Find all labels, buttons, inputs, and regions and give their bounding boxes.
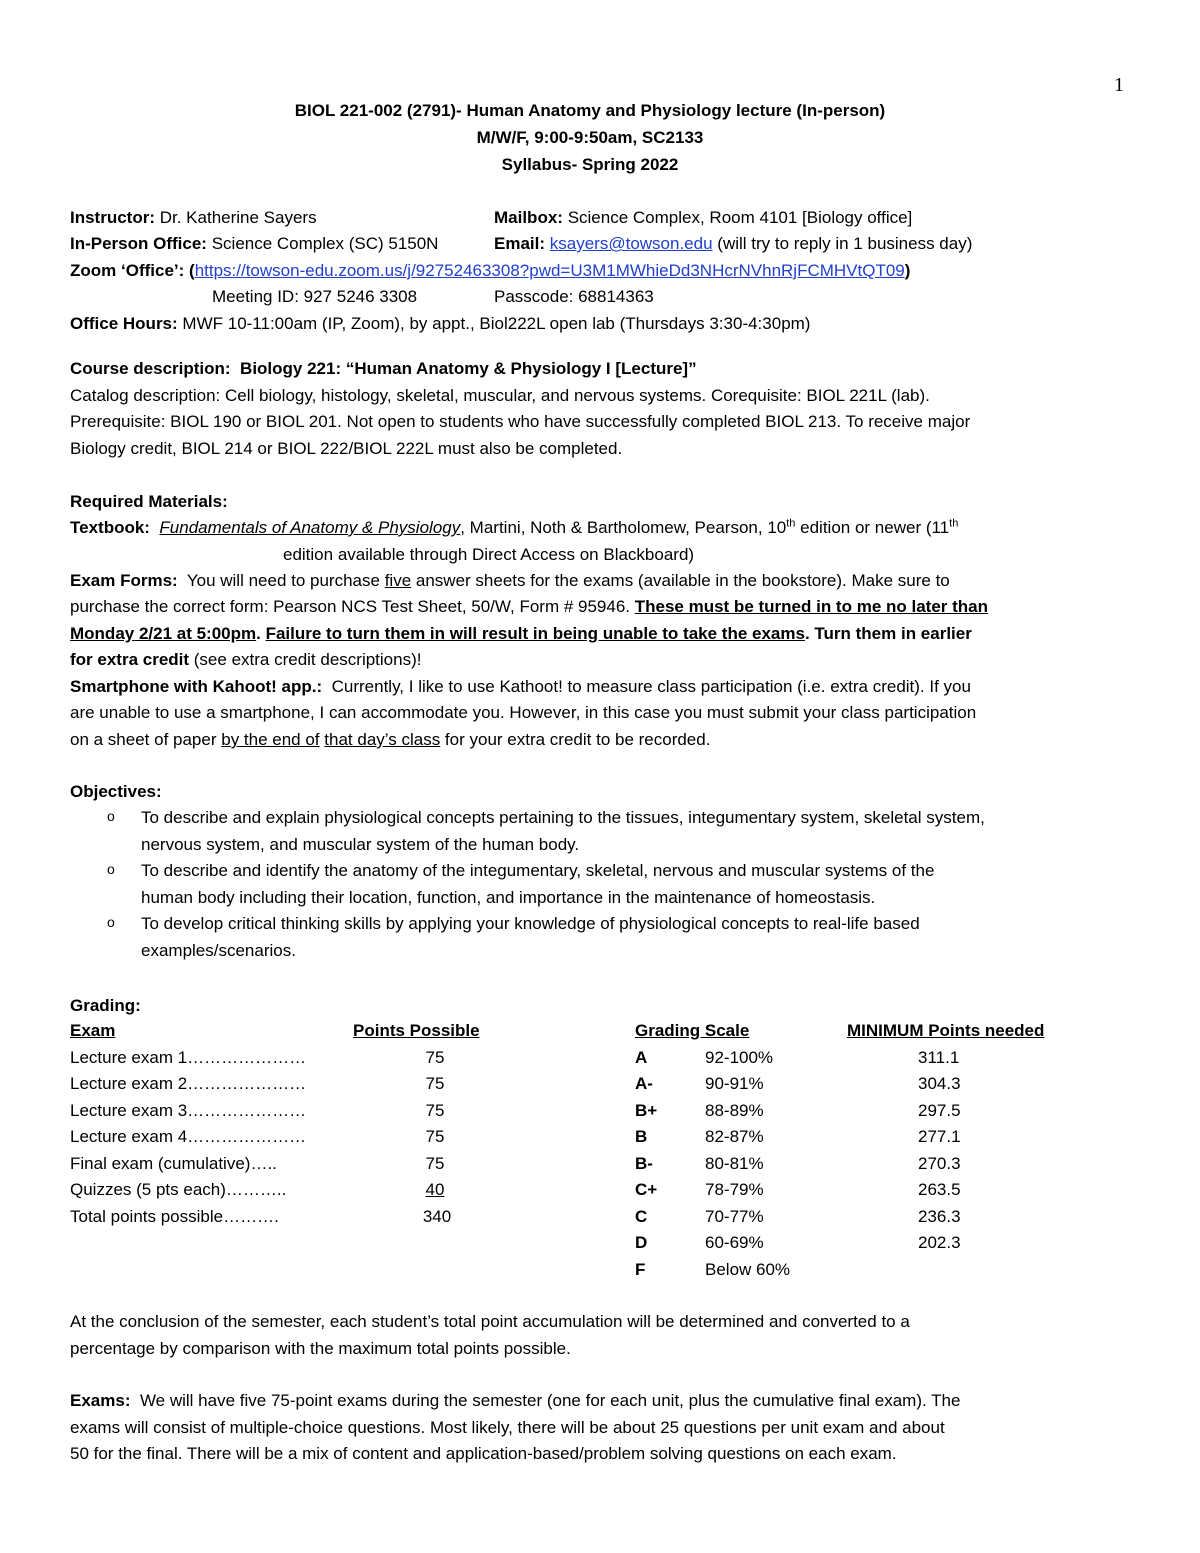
required-materials-heading: Required Materials:	[70, 492, 228, 511]
smartphone-text: on a sheet of paper	[70, 730, 222, 749]
grade-letter: B-	[635, 1154, 653, 1173]
email-line	[494, 231, 972, 257]
conclusion-line-1: At the conclusion of the semester, each student’s total point accumulation will be determined and converted to a	[70, 1312, 910, 1331]
zoom-open-paren: (	[189, 261, 195, 280]
smartphone-line-3	[70, 727, 710, 753]
exam-name: Lecture exam 2…………………	[70, 1074, 307, 1093]
exams-line-2: exams will consist of multiple-choice questions. Most likely, there will be about 25 questions per unit exam and about	[70, 1418, 945, 1437]
grading-row	[0, 1257, 1200, 1283]
exam-points: 40	[425, 1180, 445, 1199]
exam-forms-text: .	[256, 624, 266, 643]
exams-line-1	[70, 1388, 960, 1414]
conclusion-line-2: percentage by comparison with the maximum total points possible.	[70, 1339, 571, 1358]
grading-row	[0, 1230, 1200, 1256]
col-exam-header: Exam	[70, 1021, 116, 1040]
email-note: (will try to reply in 1 business day)	[717, 234, 973, 253]
objective-bullet: o	[107, 808, 115, 824]
grade-min-points: 277.1	[918, 1127, 961, 1146]
exam-name: Lecture exam 3…………………	[70, 1101, 307, 1120]
grade-min-points: 202.3	[918, 1233, 961, 1252]
grade-range: 92-100%	[705, 1048, 774, 1067]
smartphone-deadline: that day’s class	[324, 730, 441, 749]
objective-text: examples/scenarios.	[141, 940, 296, 960]
grading-row	[0, 1204, 1200, 1230]
smartphone-line-1	[70, 674, 971, 700]
grade-range: 90-91%	[705, 1074, 764, 1093]
grade-min-points: 297.5	[918, 1101, 961, 1120]
grade-range: 60-69%	[705, 1233, 764, 1252]
exam-points: 75	[425, 1101, 445, 1120]
textbook-title: Fundamentals of Anatomy & Physiology	[159, 518, 461, 537]
smartphone-label: Smartphone with Kahoot! app.:	[70, 677, 323, 696]
meeting-id: Meeting ID: 927 5246 3308	[212, 287, 418, 306]
exam-name: Total points possible……….	[70, 1207, 279, 1226]
exam-forms-text: (see extra credit descriptions)!	[189, 650, 422, 669]
exam-forms-line-1	[70, 568, 950, 594]
course-schedule: M/W/F, 9:00-9:50am, SC2133	[476, 128, 704, 147]
exam-name: Quizzes (5 pts each)………..	[70, 1180, 287, 1199]
textbook-sup-2: th	[949, 517, 959, 530]
textbook-sup-1: th	[786, 517, 796, 530]
textbook-availability: edition available through Direct Access on Blackboard)	[283, 545, 695, 564]
major-credit-text: Biology credit, BIOL 214 or BIOL 222/BIOL 222L must also be completed.	[70, 439, 623, 458]
syllabus-term: Syllabus- Spring 2022	[501, 155, 679, 174]
exam-forms-line-3	[70, 621, 972, 647]
objective-text: human body including their location, function, and importance in the maintenance of homeostasis.	[141, 887, 876, 907]
grade-letter: B	[635, 1127, 648, 1146]
page-number: 1	[1114, 74, 1124, 96]
exam-points: 75	[425, 1154, 445, 1173]
exam-forms-text: . Turn them in earlier	[804, 624, 972, 643]
exam-forms-deadline: These must be turned in to me no later than	[634, 597, 988, 616]
course-description-title: Biology 221: “Human Anatomy & Physiology I [Lecture]”	[240, 359, 697, 378]
grade-letter: B+	[635, 1101, 658, 1120]
textbook-edition: edition or newer (11	[795, 518, 950, 537]
zoom-close-paren: )	[904, 261, 911, 280]
grade-min-points: 304.3	[918, 1074, 961, 1093]
grading-heading: Grading:	[70, 996, 141, 1015]
objective-text: To describe and identify the anatomy of the integumentary, skeletal, nervous and muscular systems of the	[141, 861, 935, 880]
grade-letter: C+	[635, 1180, 658, 1199]
grade-letter: D	[635, 1233, 648, 1252]
mailbox-line	[494, 205, 912, 231]
course-title: BIOL 221-002 (2791)- Human Anatomy and Physiology lecture (In-person)	[294, 101, 886, 120]
objectives-heading: Objectives:	[70, 782, 162, 801]
office-line	[70, 231, 438, 257]
grade-min-points: 270.3	[918, 1154, 961, 1173]
grade-letter: A	[635, 1048, 648, 1067]
exam-forms-line-4	[70, 647, 421, 673]
exams-text: We will have five 75-point exams during the semester (one for each unit, plus the cumulative final exam). The	[139, 1391, 961, 1410]
objective-item	[141, 858, 1131, 911]
exam-forms-warning: Failure to turn them in will result in being unable to take the exams	[265, 624, 805, 643]
grade-letter: A-	[635, 1074, 653, 1093]
smartphone-line-2: are unable to use a smartphone, I can accommodate you. However, in this case you must submit your class participation	[70, 703, 977, 722]
zoom-link[interactable]: https://towson-edu.zoom.us/j/92752463308?pwd=U3M1MWhieDd3NHcrNVhnRjFCMHVtQT09	[194, 261, 905, 280]
grade-range: 82-87%	[705, 1127, 764, 1146]
grade-range: 80-81%	[705, 1154, 764, 1173]
objective-bullet: o	[107, 861, 115, 877]
instructor-label: Instructor:	[70, 208, 155, 227]
grade-letter: C	[635, 1207, 648, 1226]
grade-min-points: 236.3	[918, 1207, 961, 1226]
office-label: In-Person Office:	[70, 234, 207, 253]
grade-range: Below 60%	[705, 1260, 791, 1279]
grade-min-points: 311.1	[918, 1048, 960, 1067]
grade-letter: F	[635, 1260, 646, 1279]
exam-forms-date: Monday 2/21 at 5:00pm	[70, 624, 257, 643]
col-scale-header: Grading Scale	[635, 1021, 750, 1040]
exam-forms-text: You will need to purchase	[186, 571, 385, 590]
prerequisite-text: Prerequisite: BIOL 190 or BIOL 201. Not open to students who have successfully completed BIOL 213. To receive major	[70, 412, 971, 431]
instructor-name: Dr. Katherine Sayers	[159, 208, 317, 227]
exam-points: 75	[425, 1074, 445, 1093]
objective-item	[141, 805, 1131, 858]
office-value: Science Complex (SC) 5150N	[211, 234, 439, 253]
textbook-authors: , Martini, Noth & Bartholomew, Pearson, 10	[460, 518, 787, 537]
objective-text: To develop critical thinking skills by applying your knowledge of physiological concepts to real-life based	[141, 914, 920, 933]
objective-bullet: o	[107, 914, 115, 930]
grading-row	[0, 1124, 1200, 1150]
objective-text: To describe and explain physiological concepts pertaining to the tissues, integumentary system, skeletal system,	[141, 808, 985, 827]
grading-row	[0, 1071, 1200, 1097]
textbook-line	[70, 515, 958, 541]
email-link[interactable]: ksayers@towson.edu	[549, 234, 713, 253]
zoom-line	[70, 258, 910, 284]
office-hours-label: Office Hours:	[70, 314, 178, 333]
mailbox-value: Science Complex, Room 4101 [Biology office]	[567, 208, 913, 227]
col-points-header: Points Possible	[353, 1021, 480, 1040]
exam-name: Lecture exam 1…………………	[70, 1048, 307, 1067]
exams-line-3: 50 for the final. There will be a mix of content and application-based/problem solving questions on each exam.	[70, 1444, 897, 1463]
grading-row	[0, 1098, 1200, 1124]
exam-name: Final exam (cumulative)…..	[70, 1154, 277, 1173]
office-hours-value: MWF 10-11:00am (IP, Zoom), by appt., Biol222L open lab (Thursdays 3:30-4:30pm)	[182, 314, 811, 333]
mailbox-label: Mailbox:	[494, 208, 563, 227]
exams-label: Exams:	[70, 1391, 131, 1410]
grading-row	[0, 1045, 1200, 1071]
exam-name: Lecture exam 4…………………	[70, 1127, 307, 1146]
objective-text: nervous system, and muscular system of the human body.	[141, 834, 580, 854]
exam-forms-five: five	[384, 571, 412, 590]
grading-header-row	[0, 1018, 1200, 1044]
grading-row	[0, 1177, 1200, 1203]
grade-range: 70-77%	[705, 1207, 764, 1226]
grade-range: 78-79%	[705, 1180, 764, 1199]
smartphone-text: Currently, I like to use Kathoot! to measure class participation (i.e. extra credit). If you	[331, 677, 971, 696]
grade-min-points: 263.5	[918, 1180, 961, 1199]
exam-points: 340	[422, 1207, 452, 1226]
grade-range: 88-89%	[705, 1101, 764, 1120]
passcode: Passcode: 68814363	[494, 287, 654, 306]
email-label: Email:	[494, 234, 546, 253]
smartphone-text: for your extra credit to be recorded.	[440, 730, 711, 749]
course-description-label: Course description:	[70, 359, 231, 378]
zoom-label: Zoom ‘Office’:	[70, 261, 185, 280]
exam-points: 75	[425, 1127, 445, 1146]
office-hours-line	[70, 311, 810, 337]
extra-credit-note: for extra credit	[70, 650, 190, 669]
exam-forms-line-2	[70, 594, 988, 620]
exam-forms-label: Exam Forms:	[70, 571, 178, 590]
exam-forms-text: purchase the correct form: Pearson NCS Test Sheet, 50/W, Form # 95946.	[70, 597, 635, 616]
grading-row	[0, 1151, 1200, 1177]
exam-forms-text: answer sheets for the exams (available in the bookstore). Make sure to	[411, 571, 950, 590]
smartphone-deadline: by the end of	[221, 730, 320, 749]
course-description-heading	[70, 356, 697, 382]
catalog-description: Catalog description: Cell biology, histology, skeletal, muscular, and nervous systems. Corequisite: BIOL 221L (lab).	[70, 386, 930, 405]
col-min-header: MINIMUM Points needed	[847, 1021, 1045, 1040]
exam-points: 75	[425, 1048, 445, 1067]
objective-item	[141, 911, 1131, 964]
textbook-label: Textbook:	[70, 518, 150, 537]
instructor-line	[70, 205, 317, 231]
